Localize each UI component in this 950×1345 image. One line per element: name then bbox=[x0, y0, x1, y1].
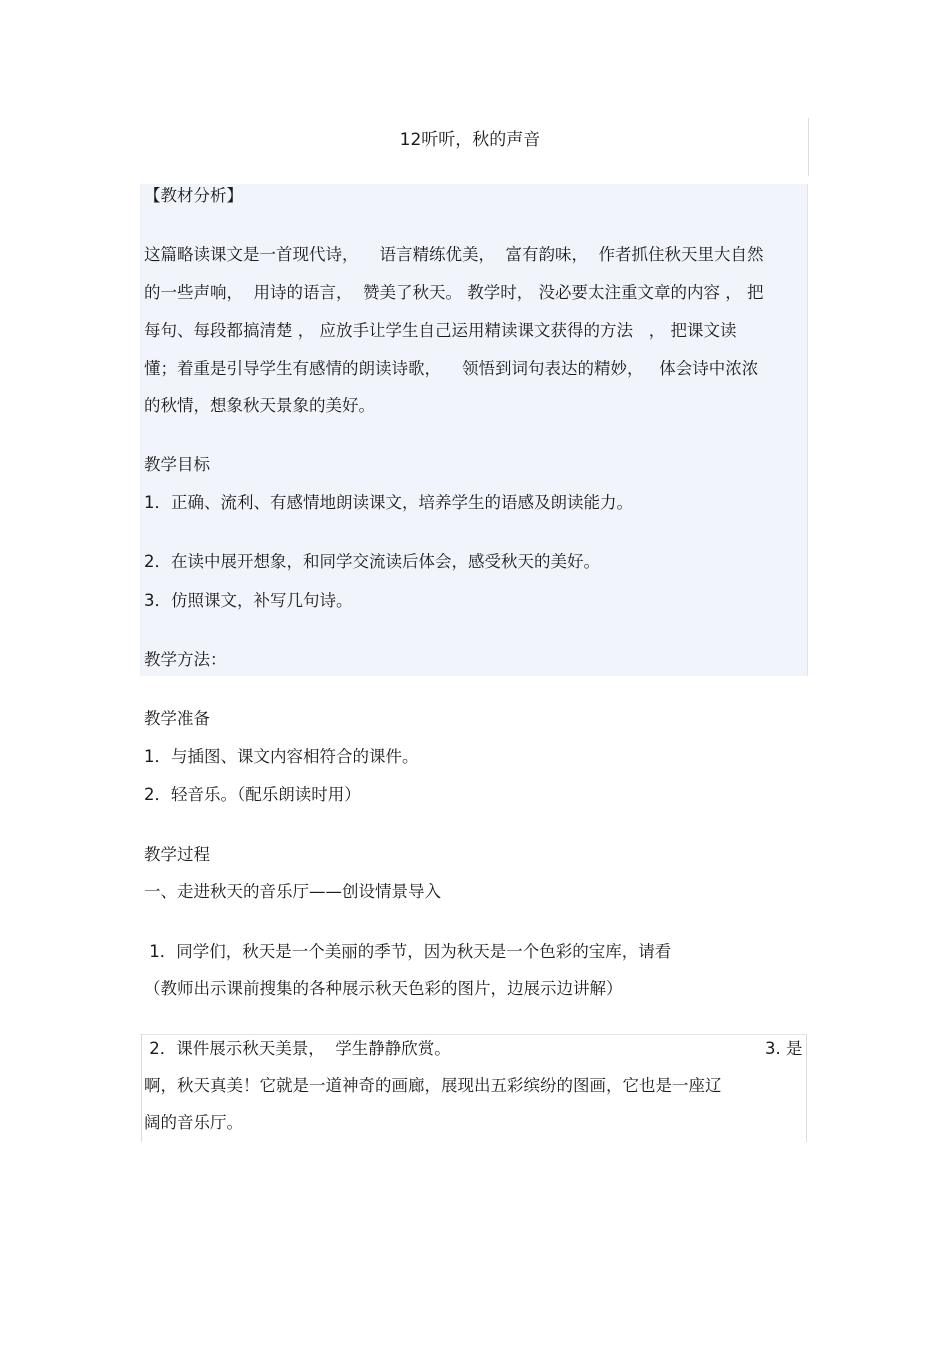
goal-item: 2．在读中展开想象，和同学交流读后体会，感受秋天的美好。 bbox=[144, 552, 600, 571]
paragraph-line: 懂；着重是引导学生有感情的朗读诗歌， 领悟到词句表达的精妙， 体会诗中浓浓 bbox=[144, 359, 759, 378]
divider bbox=[140, 1034, 806, 1035]
section-heading-methods: 教学方法： bbox=[144, 650, 227, 669]
divider bbox=[141, 1034, 142, 1142]
section-heading-goals: 教学目标 bbox=[144, 455, 210, 474]
process-paragraph: 啊，秋天真美！它就是一道神奇的画廊，展现出五彩缤纷的图画，它也是一座辽 bbox=[144, 1076, 722, 1095]
paragraph-line: 每句、每段都搞清楚 ， 应放手让学生自己运用精读课文获得的方法 ， 把课文读 bbox=[144, 321, 737, 340]
process-paragraph: 2．课件展示秋天美景， 学生静静欣赏。 bbox=[144, 1039, 451, 1058]
prep-item: 2．轻音乐。（配乐朗读时用） bbox=[144, 785, 361, 804]
section-heading-process: 教学过程 bbox=[144, 845, 210, 864]
paragraph-line: 的秋情，想象秋天景象的美好。 bbox=[144, 396, 375, 415]
goal-item: 3．仿照课文，补写几句诗。 bbox=[144, 591, 353, 610]
section-heading-analysis: 【教材分析】 bbox=[144, 186, 243, 205]
process-paragraph-continuation: 3. 是 bbox=[765, 1039, 803, 1058]
section-heading-prep: 教学准备 bbox=[144, 709, 210, 728]
prep-item: 1．与插图、课文内容相符合的课件。 bbox=[144, 747, 419, 766]
page-title: 12听听，秋的声音 bbox=[399, 130, 541, 150]
goal-item: 1．正确、流利、有感情地朗读课文，培养学生的语感及朗读能力。 bbox=[144, 493, 633, 512]
divider bbox=[806, 1034, 807, 1142]
process-paragraph: （教师出示课前搜集的各种展示秋天色彩的图片，边展示边讲解） bbox=[144, 979, 623, 998]
process-paragraph: 阔的音乐厅。 bbox=[144, 1113, 243, 1132]
paragraph-line: 的一些声响， 用诗的语言， 赞美了秋天。 教学时， 没必要太注重文章的内容 ， 把 bbox=[144, 283, 764, 302]
process-paragraph: 1．同学们，秋天是一个美丽的季节，因为秋天是一个色彩的宝库，请看 bbox=[144, 942, 672, 961]
paragraph-line: 这篇略读课文是一首现代诗， 语言精练优美， 富有韵味， 作者抓住秋天里大自然 bbox=[144, 245, 764, 264]
process-step: 一、走进秋天的音乐厅——创设情景导入 bbox=[144, 882, 441, 901]
